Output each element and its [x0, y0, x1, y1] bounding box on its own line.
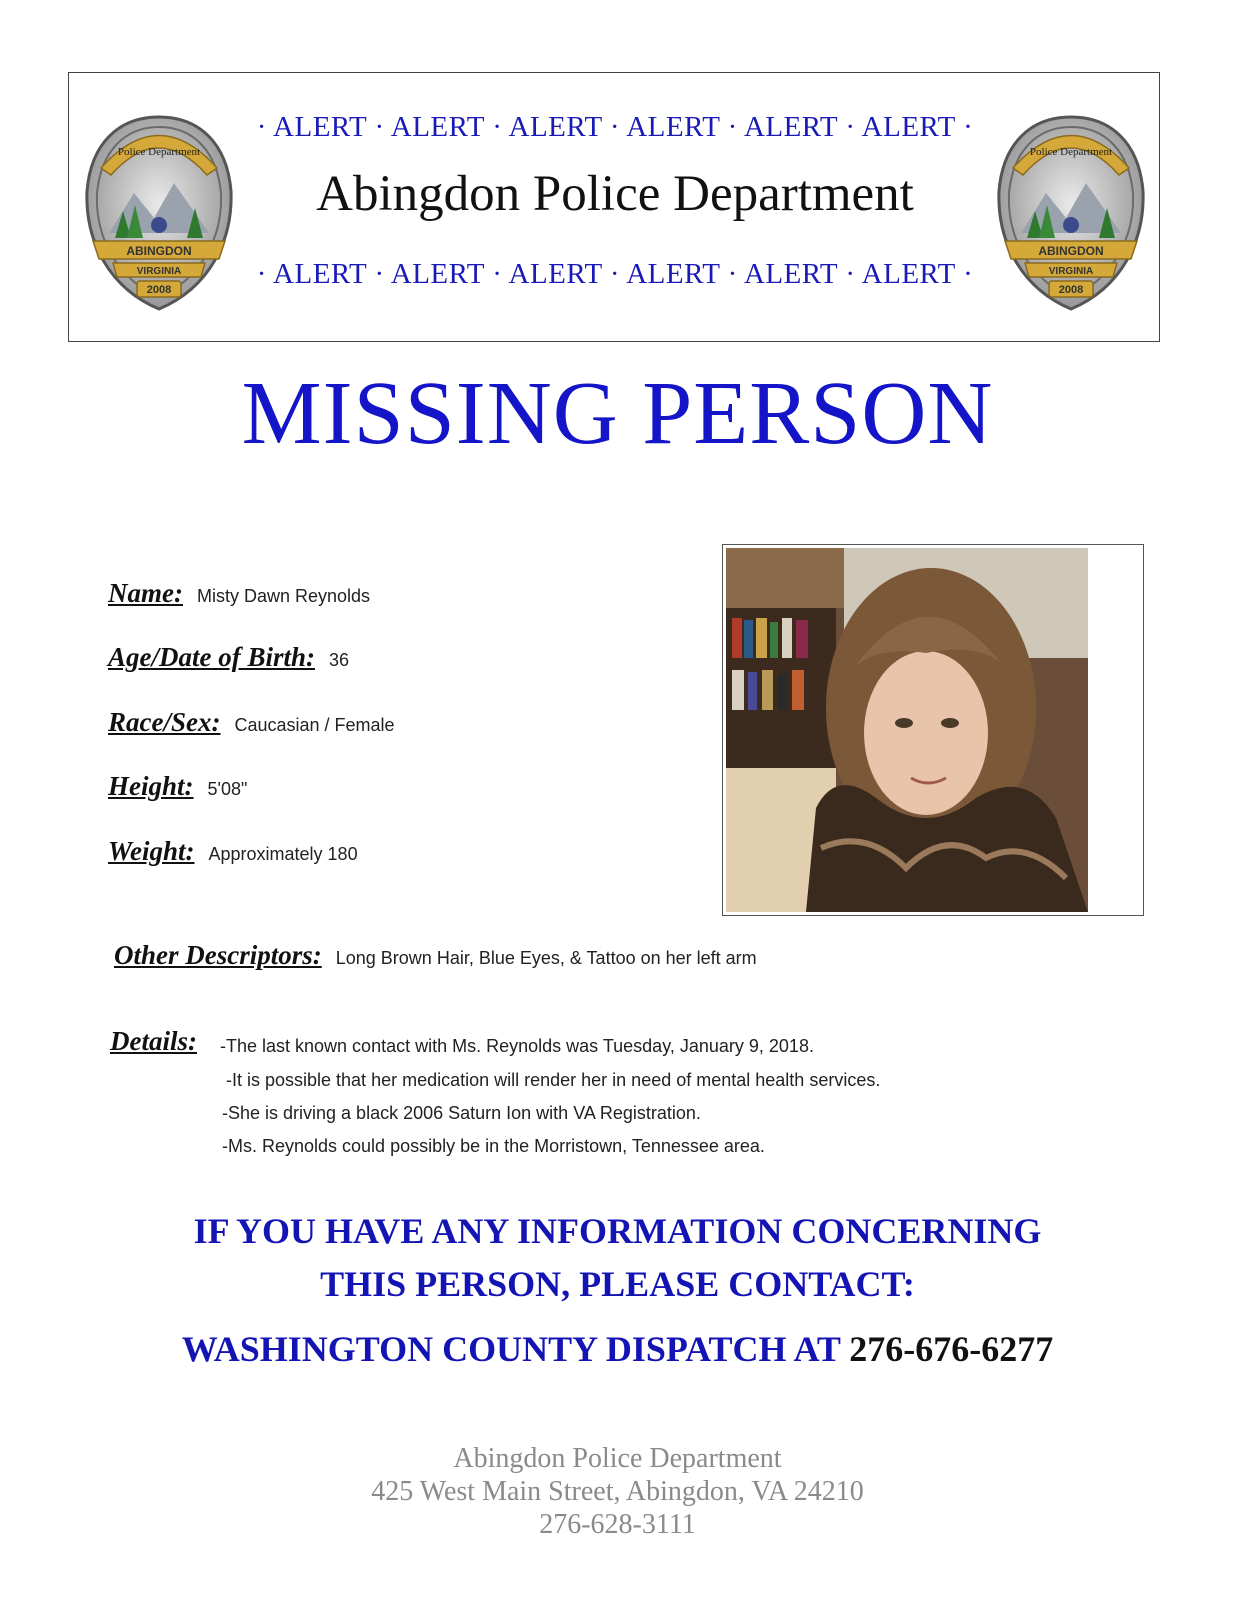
field-label: Age/Date of Birth:	[108, 642, 315, 672]
department-title: Abingdon Police Department	[316, 166, 914, 222]
detail-line: -It is possible that her medication will render her in need of mental health services.	[226, 1070, 881, 1090]
cta-line-1: IF YOU HAVE ANY INFORMATION CONCERNING	[193, 1211, 1042, 1251]
missing-person-title: MISSING PERSON	[241, 364, 994, 463]
field-value: 36	[329, 650, 350, 670]
header-banner	[68, 72, 1160, 342]
field-name	[108, 578, 370, 609]
field-label: Weight:	[108, 836, 195, 866]
footer-department: Abingdon Police Department	[453, 1443, 782, 1474]
svg-text:2008: 2008	[1058, 284, 1084, 296]
field-weight	[108, 836, 358, 867]
svg-text:ABINGDON: ABINGDON	[126, 244, 192, 258]
field-label: Name:	[108, 578, 183, 608]
missing-person-photo	[722, 544, 1144, 916]
field-race-sex	[108, 707, 395, 738]
alert-row-bottom: · ALERT · ALERT · ALERT · ALERT · ALERT · ALERT ·	[256, 258, 974, 290]
field-label: Other Descriptors:	[114, 940, 322, 970]
svg-text:Police Department: Police Department	[117, 146, 201, 158]
svg-text:VIRGINIA: VIRGINIA	[136, 266, 182, 277]
svg-text:ABINGDON: ABINGDON	[1038, 244, 1104, 258]
svg-text:2008: 2008	[146, 284, 172, 296]
alert-row-top: · ALERT · ALERT · ALERT · ALERT · ALERT · ALERT ·	[256, 111, 974, 143]
field-age	[108, 642, 349, 673]
field-label: Height:	[108, 771, 194, 801]
field-other-descriptors	[114, 940, 757, 971]
cta-line-2: THIS PERSON, PLEASE CONTACT:	[320, 1264, 915, 1304]
field-value: Approximately 180	[208, 844, 358, 864]
person-photo-image	[726, 548, 1088, 912]
dispatch-phone: 276-676-6277	[849, 1329, 1054, 1369]
footer-phone: 276-628-3111	[539, 1509, 696, 1540]
detail-line: -The last known contact with Ms. Reynolds was Tuesday, January 9, 2018.	[220, 1036, 814, 1056]
cta-line-3	[0, 1328, 1235, 1370]
svg-text:VIRGINIA: VIRGINIA	[1048, 266, 1094, 277]
detail-line: -Ms. Reynolds could possibly be in the Morristown, Tennessee area.	[222, 1136, 765, 1156]
details-label: Details:	[110, 1026, 197, 1056]
field-height	[108, 771, 247, 802]
field-value: Misty Dawn Reynolds	[196, 586, 371, 606]
field-label: Race/Sex:	[108, 707, 221, 737]
police-badge-left-icon	[79, 113, 239, 313]
field-value: Caucasian / Female	[234, 715, 395, 735]
svg-text:Police Department: Police Department	[1029, 146, 1113, 158]
police-badge-right-icon	[991, 113, 1151, 313]
field-value: Long Brown Hair, Blue Eyes, & Tattoo on her left arm	[335, 948, 757, 968]
cta-dispatch-text: WASHINGTON COUNTY DISPATCH AT	[181, 1329, 841, 1369]
footer-address: 425 West Main Street, Abingdon, VA 24210	[371, 1476, 864, 1507]
field-value: 5'08"	[207, 779, 248, 799]
detail-line: -She is driving a black 2006 Saturn Ion with VA Registration.	[222, 1103, 701, 1123]
